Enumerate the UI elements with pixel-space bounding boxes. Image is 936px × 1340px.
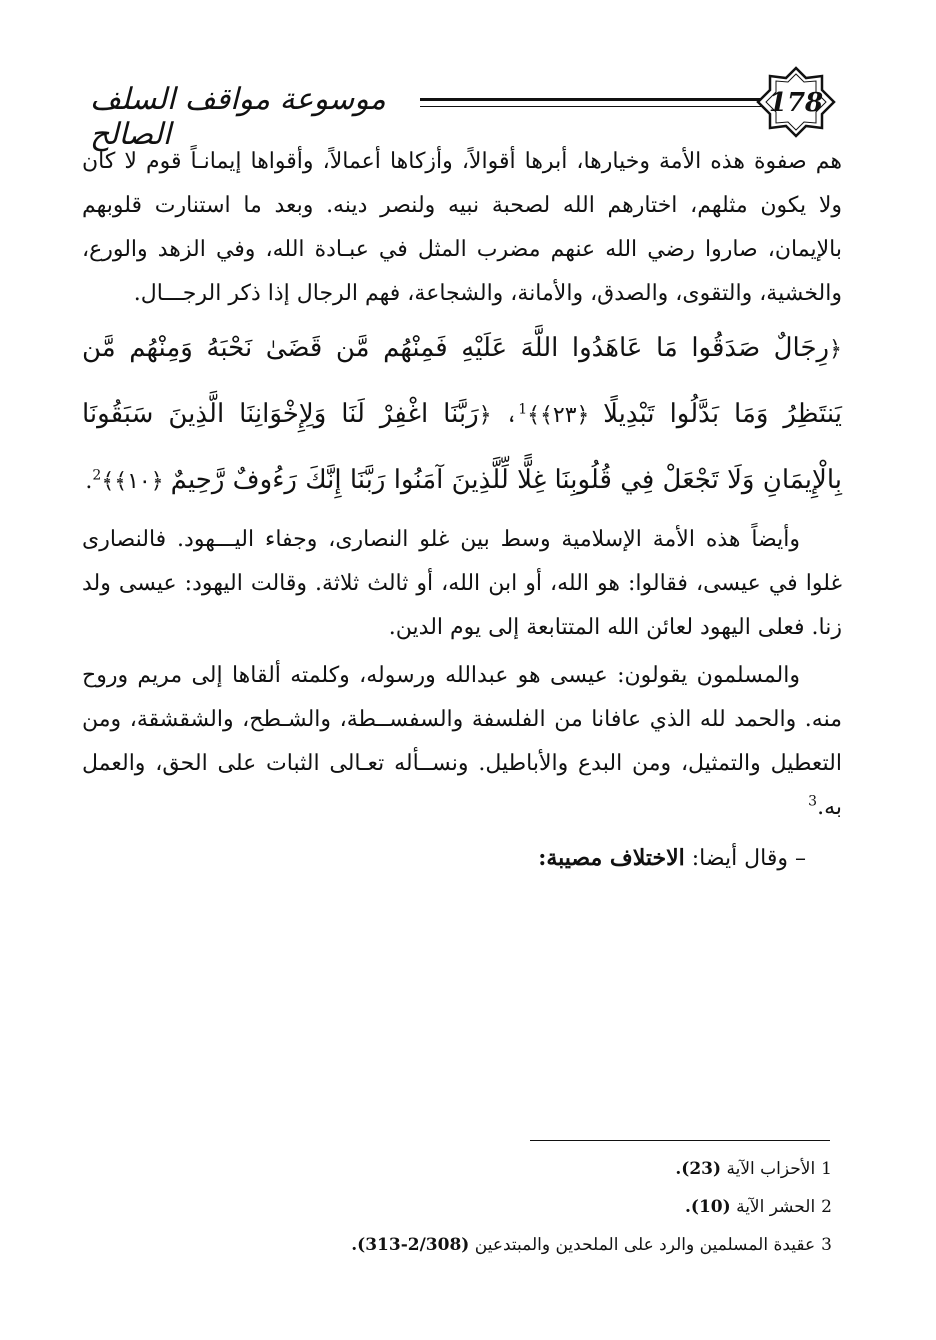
- text-line: الرجال إذا ذكر الرجـــال.: [133, 281, 359, 306]
- ornate-bracket-close-icon: ﴾: [527, 403, 541, 428]
- subheading-title: الاختلاف مصيبة:: [538, 845, 685, 871]
- subheading-prefix: – وقال أيضا:: [691, 846, 806, 871]
- quran-verses: ﴿رِجَالٌ صَدَقُوا مَا عَاهَدُوا اللَّهَ عَلَيْهِ فَمِنْهُم مَّن قَضَىٰ نَحْبَهُ وَمِنْهُم مَّن يَنتَظِرُ وَمَا بَدَّلُوا تَبْدِيلًا ﴿٢٣﴾﴾$^1$، ﴿رَبَّنَا اغْفِرْ لَنَا وَلِإِخْوَانِنَا الَّذِينَ سَبَقُونَا بِالْإِيمَانِ وَلَا تَجْعَلْ فِي قُلُوبِنَا غِلًّا لِّلَّذِينَ آمَنُوا رَبَّنَا إِنَّكَ رَءُوفٌ رَّحِيمٌ ﴿١٠﴾﴾$^2$.: [82, 333, 842, 495]
- paragraph-1: [82, 140, 842, 316]
- text-line: وفي الزهد والورع، والخشية، والتقوى، والصدق، والأمانة، والشجاعة، فهم: [82, 237, 842, 306]
- footnote-divider: [530, 1140, 830, 1141]
- text-line: استنارت قلوبهم بالإيمان، صاروا رضي الله عنهم مضرب المثل في عبـادة الله،: [82, 193, 842, 262]
- page-header: [70, 68, 840, 152]
- main-text: [82, 140, 842, 881]
- footnote-marker: 3: [808, 793, 818, 810]
- page-number: 178: [768, 88, 824, 118]
- footnote-marker: 1: [518, 401, 528, 418]
- paragraph-3: والمسلمون يقولون: عيسى هو عبدالله ورسوله، وكلمته ألقاها إلى مريم وروح منه. والحمد لله الذي عافانا من الفلسفة والسفســطة، والشـطح، والشقشقة، ومن التعطيل والتمثيل، ومن البدع والأباطيل. ونســأله تعـالى الثبات على الحق، والعمل به.$^3$: [82, 663, 842, 820]
- ayah-marker: ﴿٢٣﴾: [540, 403, 590, 428]
- quran-verse-2: رَبَّنَا اغْفِرْ لَنَا وَلِإِخْوَانِنَا الَّذِينَ سَبَقُونَا بِالْإِيمَانِ وَلَا تَجْعَلْ فِي قُلُوبِنَا غِلًّا لِّلَّذِينَ آمَنُوا رَبَّنَا إِنَّكَ رَءُوفٌ رَّحِيمٌ: [82, 399, 842, 495]
- subheading: [82, 836, 842, 881]
- ornate-bracket-open-icon: ﴿: [829, 337, 842, 362]
- header-rule: [420, 98, 770, 101]
- header-rule-thin: [420, 106, 770, 107]
- ayah-marker: ﴿١٠﴾: [114, 469, 164, 494]
- paragraph-2: وأيضاً هذه الأمة الإسلامية وسط بين غلو النصارى، وجفاء اليـــهود. فالنصارى غلوا في عيسى، فقالوا: هو الله، أو ابن الله، أو ثالث ثلاثة. وقالت اليهود: عيسى ولد زنا. فعلى اليهود لعائن الله المتتابعة إلى يوم الدين.: [82, 527, 842, 640]
- footnote-marker: 2: [92, 467, 102, 484]
- page-number-badge: [756, 66, 836, 138]
- ornate-bracket-open-icon: ﴿: [478, 403, 492, 428]
- footnote: 3عقيدة المسلمين والرد على الملحدين والمبتدعين (2/308-313).: [351, 1235, 832, 1255]
- footnotes: [330, 1150, 832, 1264]
- quran-verse-1: رِجَالٌ صَدَقُوا مَا عَاهَدُوا اللَّهَ عَلَيْهِ فَمِنْهُم مَّن قَضَىٰ نَحْبَهُ وَمِنْهُم مَّن يَنتَظِرُ وَمَا بَدَّلُوا تَبْدِيلًا: [82, 333, 842, 429]
- ornate-bracket-close-icon: ﴾: [101, 469, 115, 494]
- footnote: 1الأحزاب الآية (23).: [675, 1159, 832, 1179]
- footnote: 2الحشر الآية (10).: [684, 1197, 832, 1217]
- book-title: موسوعة مواقف السلف الصالح: [90, 82, 386, 152]
- text-line: قوم لا كان ولا يكون مثلهم، اختارهم الله لصحبة نبيه ولنصر دينه. وبعد ما: [82, 149, 842, 218]
- text-line: هم صفوة هذه الأمة وخيارها، أبرها أقوالاً، وأزكاها أعمالاً، وأقواها إيمانـاً: [190, 149, 842, 174]
